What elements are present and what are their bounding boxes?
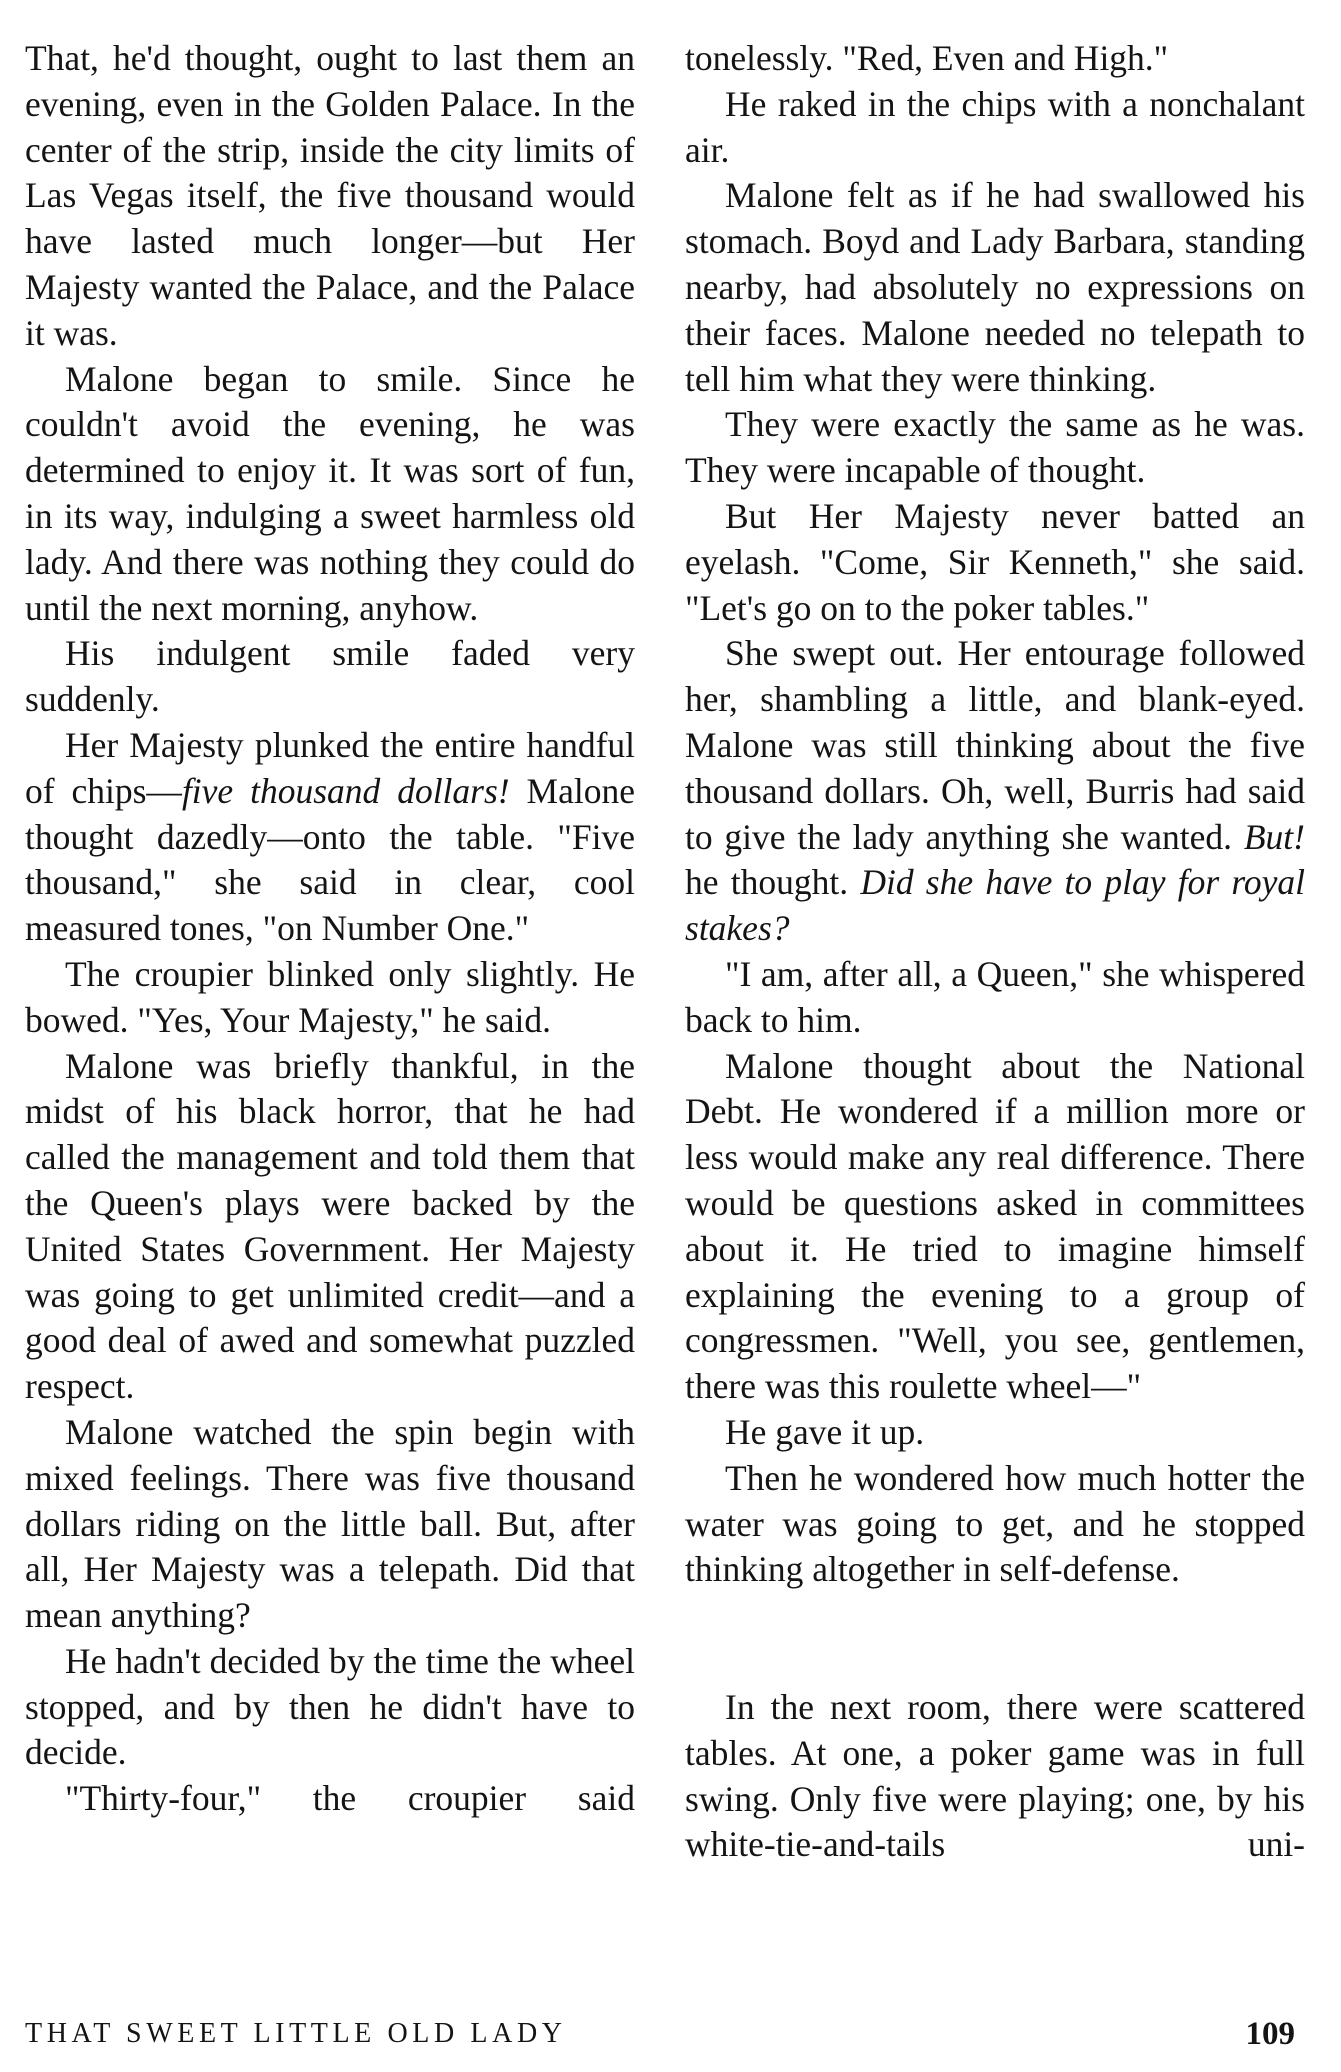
paragraph-text: She swept out. Her entourage followed her, shambling a little, and blank-eyed. Malone was still thinking about the five thousand dollars. Oh, well, Burris had said to give the lady anything she wanted. [685, 633, 1305, 857]
paragraph: Then he wondered how much hotter the water was going to get, and he stopped thinking altogether in self-defense. [685, 1457, 1305, 1590]
italic-emphasis: Did she have to play for royal stakes? [685, 862, 1305, 949]
paragraph: Malone was briefly thankful, in the midst of his black horror, that he had called the management and told them that the Queen's plays were backed by the United States Government. Her Majesty was going to get unlimited credit—and a good deal of awed and somewhat puzzled respect. [25, 1045, 635, 1407]
paragraph: He hadn't decided by the time the wheel stopped, and by then he didn't have to decide. [25, 1640, 635, 1773]
section-break [685, 1593, 1305, 1685]
paragraph: They were exactly the same as he was. They were incapable of thought. [685, 404, 1305, 491]
paragraph: That, he'd thought, ought to last them an evening, even in the Golden Palace. In the center of the strip, inside the city limits of Las Vegas itself, the five thousand would have lasted much longer—but Her Majesty wanted the Palace, and the Palace it was. [25, 38, 635, 353]
running-title: THAT SWEET LITTLE OLD LADY [25, 2018, 567, 2049]
italic-emphasis: But! [1243, 816, 1305, 857]
right-column [685, 36, 1305, 1868]
paragraph: Malone watched the spin begin with mixed feelings. There was five thousand dollars riding on the little ball. But, after all, Her Majesty was a telepath. Did that mean anything? [25, 1411, 635, 1636]
paragraph [25, 723, 635, 952]
paragraph-text: he thought. [685, 862, 861, 903]
paragraph: He gave it up. [725, 1411, 925, 1452]
paragraph: The croupier blinked only slightly. He bowed. "Yes, Your Majesty," he said. [25, 953, 635, 1040]
italic-emphasis: five thousand dollars! [181, 770, 510, 811]
paragraph: Malone thought about the National Debt. He wondered if a million more or less would make any real difference. There would be questions asked in committees about it. He tried to imagine himself explaining the evening to a group of congressmen. "Well, you see, gentlemen, there was this roulette wheel—" [685, 1045, 1305, 1407]
paragraph: In the next room, there were scattered tables. At one, a poker game was in full swing. Only five were playing; one, by his white-tie-and-tails uni- [685, 1687, 1305, 1865]
page-footer [25, 2018, 1295, 2058]
paragraph-continuation: tonelessly. "Red, Even and High." [685, 38, 1169, 78]
paragraph-continued: "Thirty-four," the croupier said [65, 1778, 635, 1819]
paragraph: "I am, after all, a Queen," she whispered back to him. [685, 953, 1305, 1040]
paragraph-text: Malone thought dazedly—onto the table. "Five thousand," she said in clear, cool measured tones, "on Number One." [25, 770, 635, 949]
paragraph: But Her Majesty never batted an eyelash. "Come, Sir Kenneth," she said. "Let's go on to the poker tables." [685, 495, 1305, 628]
left-column [25, 36, 635, 1822]
paragraph: Malone began to smile. Since he couldn't avoid the evening, he was determined to enjoy it. It was sort of fun, in its way, indulging a sweet harmless old lady. And there was nothing they could do until the next morning, anyhow. [25, 358, 635, 628]
page-number: 109 [1245, 2016, 1295, 2052]
paragraph: Malone felt as if he had swallowed his stomach. Boyd and Lady Barbara, standing nearby, had absolutely no expressions on their faces. Malone needed no telepath to tell him what they were thinking. [685, 175, 1305, 399]
paragraph: His indulgent smile faded very suddenly. [25, 633, 635, 720]
paragraph-text: Her Majesty plunked the entire handful of chips— [25, 724, 635, 811]
paragraph: He raked in the chips with a nonchalant air. [685, 83, 1305, 170]
paragraph [685, 631, 1305, 952]
